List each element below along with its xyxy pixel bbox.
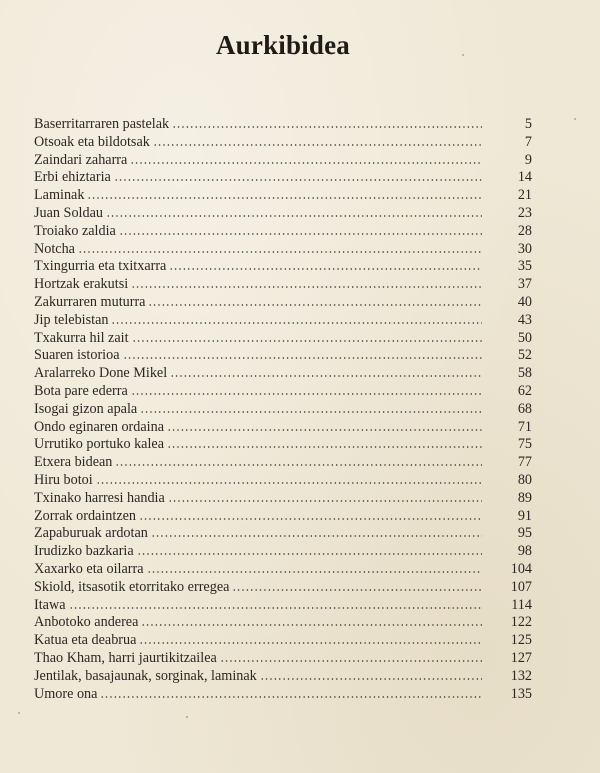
dot-leader [87, 197, 482, 199]
toc-entry [34, 401, 532, 419]
entry-title: Zapaburuak ardotan [34, 525, 148, 542]
entry-title: Txakurra hil zait [34, 329, 129, 346]
page-number: 125 [510, 632, 532, 649]
toc-entry [34, 258, 532, 276]
dot-leader [111, 322, 482, 324]
entry-title: Thao Kham, harri jaurtikitzailea [34, 649, 217, 666]
page-number: 104 [510, 560, 532, 577]
entry-title: Troiako zaldia [34, 222, 116, 239]
toc-entry [34, 294, 532, 312]
toc-entry [34, 276, 532, 294]
dot-leader [140, 411, 482, 413]
dot-leader [167, 446, 482, 448]
paper-speck [186, 716, 188, 718]
page-number: 7 [524, 133, 532, 150]
dot-leader [132, 340, 482, 342]
page-number: 75 [517, 436, 532, 453]
entry-title: Isogai gizon apala [34, 400, 138, 417]
toc-entry [34, 525, 532, 543]
page-number: 80 [517, 471, 532, 488]
dot-leader [147, 571, 483, 573]
dot-leader [220, 660, 482, 662]
toc-entry [34, 472, 532, 490]
dot-leader [153, 144, 482, 146]
toc-entry [34, 365, 532, 383]
entry-title: Skiold, itsasotik etorritako erregea [34, 578, 230, 595]
dot-leader [119, 233, 482, 235]
page-number: 135 [510, 685, 532, 702]
page-number: 89 [517, 489, 532, 506]
page-number: 77 [517, 454, 532, 471]
entry-title: Umore ona [34, 685, 98, 702]
toc-entry [34, 330, 532, 348]
paper-speck [18, 712, 20, 714]
page-number: 122 [510, 614, 532, 631]
entry-title: Txinako harresi handia [34, 489, 165, 506]
dot-leader [232, 589, 482, 591]
page-number: 58 [517, 365, 532, 382]
dot-leader [69, 607, 482, 609]
page-number: 37 [517, 276, 532, 293]
toc-entry [34, 419, 532, 437]
page-number: 98 [517, 543, 532, 560]
paper-speck [574, 118, 576, 120]
toc-entry [34, 543, 532, 561]
page-number: 5 [524, 116, 532, 132]
toc-entry [34, 347, 532, 365]
dot-leader [131, 393, 482, 395]
page-number: 71 [517, 418, 532, 435]
toc-entry [34, 152, 532, 170]
toc-entry [34, 632, 532, 650]
toc-entry [34, 116, 532, 134]
dot-leader [100, 696, 482, 698]
toc-entry [34, 134, 532, 152]
paper-speck [462, 54, 464, 56]
toc-entry [34, 490, 532, 508]
dot-leader [115, 464, 482, 466]
page-number: 21 [517, 187, 532, 204]
page-number: 95 [517, 525, 532, 542]
entry-title: Aralarreko Done Mikel [34, 365, 168, 382]
page-number: 62 [517, 382, 532, 399]
entry-title: Bota pare ederra [34, 382, 128, 399]
toc-entry [34, 312, 532, 330]
dot-leader [151, 535, 482, 537]
dot-leader [260, 678, 482, 680]
entry-title: Zorrak ordaintzen [34, 507, 137, 524]
page-number: 40 [517, 293, 532, 310]
page-number: 14 [517, 169, 532, 186]
entry-title: Otsoak eta bildotsak [34, 133, 150, 150]
page-number: 28 [517, 222, 532, 239]
entry-title: Zakurraren muturra [34, 293, 146, 310]
entry-title: Jentilak, basajaunak, sorginak, laminak [34, 667, 257, 684]
toc-entry [34, 579, 532, 597]
dot-leader [148, 304, 482, 306]
toc-entry [34, 650, 532, 668]
entry-title: Notcha [34, 240, 75, 257]
entry-title: Hortzak erakutsi [34, 276, 129, 293]
entry-title: Ondo eginaren ordaina [34, 418, 165, 435]
dot-leader [167, 429, 482, 431]
dot-leader [172, 126, 482, 128]
page-number: 9 [524, 151, 532, 168]
toc-entry [34, 454, 532, 472]
toc-entry [34, 436, 532, 454]
page-number: 68 [517, 400, 532, 417]
page-number: 132 [510, 667, 532, 684]
toc-entry [34, 169, 532, 187]
toc-entry [34, 561, 532, 579]
dot-leader [123, 357, 483, 359]
page-number: 30 [517, 240, 532, 257]
dot-leader [130, 162, 482, 164]
page-number: 35 [517, 258, 532, 275]
page-number: 114 [511, 596, 532, 613]
toc-entry [34, 187, 532, 205]
page-number: 52 [517, 347, 532, 364]
entry-title: Etxera bidean [34, 454, 113, 471]
entry-title: Hiru botoi [34, 471, 93, 488]
dot-leader [78, 251, 482, 253]
entry-title: Zaindari zaharra [34, 151, 128, 168]
toc-entry [34, 205, 532, 223]
toc-entry [34, 241, 532, 259]
dot-leader [170, 375, 482, 377]
page-number: 43 [517, 311, 532, 328]
entry-title: Jip telebistan [34, 311, 109, 328]
dot-leader [141, 624, 482, 626]
dot-leader [169, 268, 482, 270]
entry-title: Juan Soldau [34, 204, 103, 221]
page-number: 91 [517, 507, 532, 524]
page-number: 23 [517, 204, 532, 221]
toc-entry [34, 597, 532, 615]
entry-title: Irudizko bazkaria [34, 543, 134, 560]
table-of-contents [34, 116, 532, 703]
entry-title: Urrutiko portuko kalea [34, 436, 165, 453]
entry-title: Baserritarraren pastelak [34, 116, 170, 132]
dot-leader [96, 482, 482, 484]
toc-entry [34, 686, 532, 704]
dot-leader [106, 215, 482, 217]
dot-leader [139, 642, 482, 644]
entry-title: Anbotoko anderea [34, 614, 139, 631]
toc-entry [34, 383, 532, 401]
page-number: 127 [510, 649, 532, 666]
entry-title: Laminak [34, 187, 85, 204]
toc-entry [34, 223, 532, 241]
dot-leader [137, 553, 482, 555]
entry-title: Txingurria eta txitxarra [34, 258, 167, 275]
entry-title: Katua eta deabrua [34, 632, 137, 649]
toc-entry [34, 614, 532, 632]
dot-leader [131, 286, 482, 288]
page-title: Aurkibidea [215, 30, 351, 60]
dot-leader [139, 518, 482, 520]
page-number: 50 [517, 329, 532, 346]
entry-title: Itawa [34, 596, 66, 613]
toc-entry [34, 508, 532, 526]
dot-leader [168, 500, 482, 502]
dot-leader [114, 179, 482, 181]
entry-title: Suaren istorioa [34, 347, 120, 364]
page-number: 107 [510, 578, 532, 595]
toc-entry [34, 668, 532, 686]
entry-title: Erbi ehiztaria [34, 169, 111, 186]
entry-title: Xaxarko eta oilarra [34, 560, 144, 577]
